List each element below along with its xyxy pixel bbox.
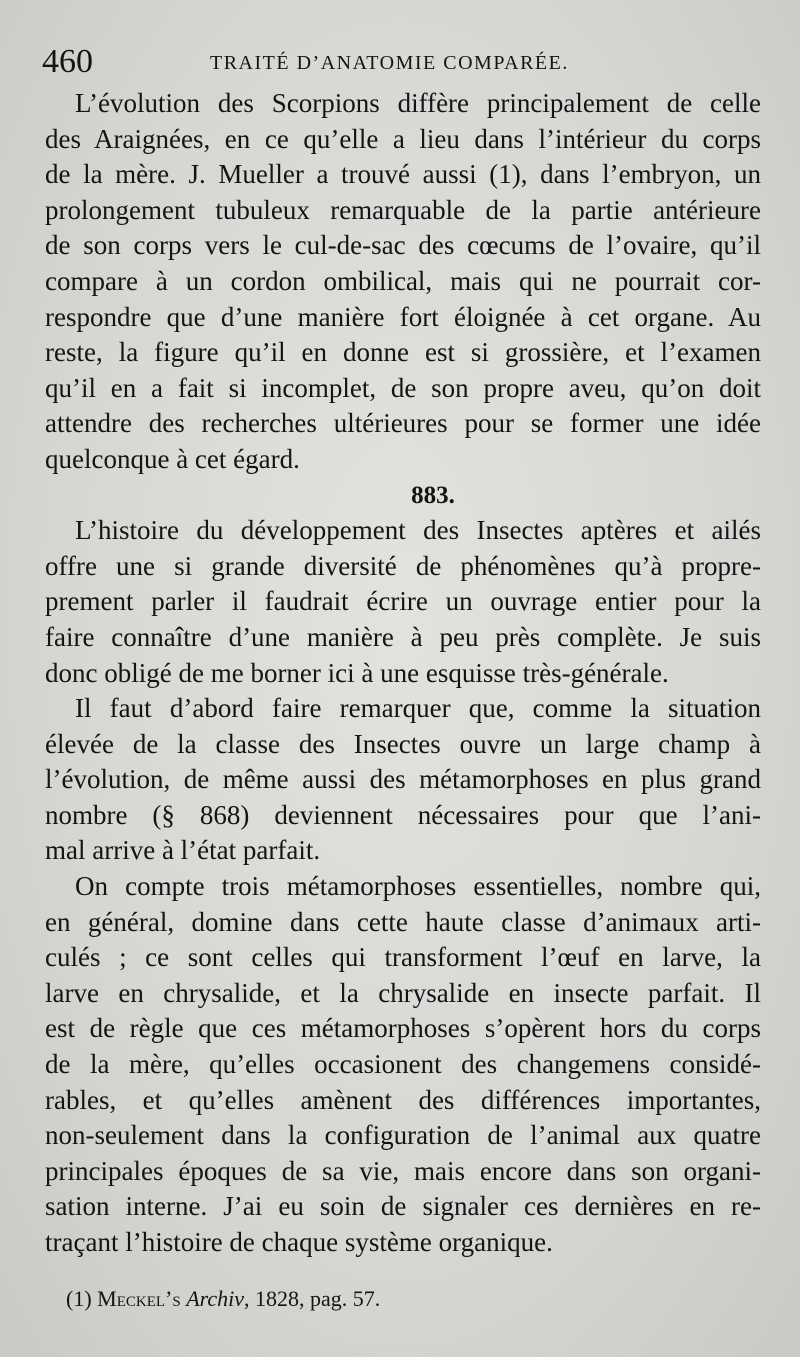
text-line: reste, la figure qu’il en donne est si grossière, et l’examen (45, 337, 761, 368)
text-line: rables, et qu’elles amènent des différences importantes, (45, 1084, 761, 1115)
text-line: On compte trois métamorphoses essentielles, nombre qui, (75, 871, 761, 902)
text-line: l’évolution, de même aussi des métamorphoses en plus grand (45, 764, 761, 795)
footnote (66, 1284, 380, 1314)
footnote-details: , 1828, pag. 57. (244, 1286, 381, 1311)
text-line: de son corps vers le cul-de-sac des cœcums de l’ovaire, qu’il (45, 230, 761, 261)
text-line: non-seulement dans la configuration de l’animal aux quatre (45, 1120, 761, 1151)
text-line: des Araignées, en ce qu’elle a lieu dans l’intérieur du corps (45, 123, 761, 154)
text-line: principales époques de sa vie, mais encore dans son organi- (45, 1155, 761, 1186)
text-line: compare à un cordon ombilical, mais qui ne pourrait cor- (45, 265, 761, 296)
text-line: faire connaître d’une manière à peu près complète. Je suis (45, 621, 761, 652)
text-line: quelconque à cet égard. (45, 443, 300, 474)
text-line: Il faut d’abord faire remarquer que, comme la situation (75, 693, 761, 724)
text-line: attendre des recherches ultérieures pour se former une idée (45, 408, 761, 439)
text-line: nombre (§ 868) deviennent nécessaires pour que l’ani- (45, 799, 761, 830)
text-line: mal arrive à l’état parfait. (45, 835, 321, 866)
text-line: élevée de la classe des Insectes ouvre un large champ à (45, 728, 761, 759)
body-text (45, 86, 761, 1261)
footnote-author: Meckel’s (97, 1286, 181, 1311)
text-line: offre une si grande diversité de phénomènes qu’à propre- (45, 550, 761, 581)
text-line: en général, domine dans cette haute classe d’animaux arti- (45, 906, 761, 937)
footnote-marker: (1) (66, 1286, 92, 1311)
text-line: L’histoire du développement des Insectes aptères et ailés (75, 515, 761, 546)
running-head (42, 42, 762, 82)
text-line: traçant l’histoire de chaque système organique. (45, 1227, 553, 1257)
page-number: 460 (42, 43, 93, 80)
footnote-work: Archiv (186, 1286, 245, 1311)
text-line: sation interne. J’ai eu soin de signaler ces dernières en re- (45, 1191, 761, 1222)
running-title: TRAITÉ D’ANATOMIE COMPARÉE. (210, 52, 569, 74)
text-line: de la mère, qu’elles occasionent des changemens considé- (45, 1049, 761, 1080)
text-line: prement parler il faudrait écrire un ouvrage entier pour la (45, 586, 761, 617)
text-line: de la mère. J. Mueller a trouvé aussi (1), dans l’embryon, un (45, 159, 761, 190)
text-line: qu’il en a fait si incomplet, de son propre aveu, qu’on doit (45, 372, 761, 403)
section-number: 883. (411, 481, 455, 509)
text-line: larve en chrysalide, et la chrysalide en insecte parfait. Il (45, 977, 761, 1008)
text-line: donc obligé de me borner ici à une esquisse très-générale. (45, 657, 669, 688)
text-line: prolongement tubuleux remarquable de la partie antérieure (45, 194, 761, 225)
text-line: est de règle que ces métamorphoses s’opèrent hors du corps (45, 1013, 761, 1044)
text-line: respondre que d’une manière fort éloignée à cet organe. Au (45, 301, 761, 332)
text-line: culés ; ce sont celles qui transforment l’œuf en larve, la (45, 942, 761, 973)
text-line: L’évolution des Scorpions diffère principalement de celle (75, 88, 761, 118)
